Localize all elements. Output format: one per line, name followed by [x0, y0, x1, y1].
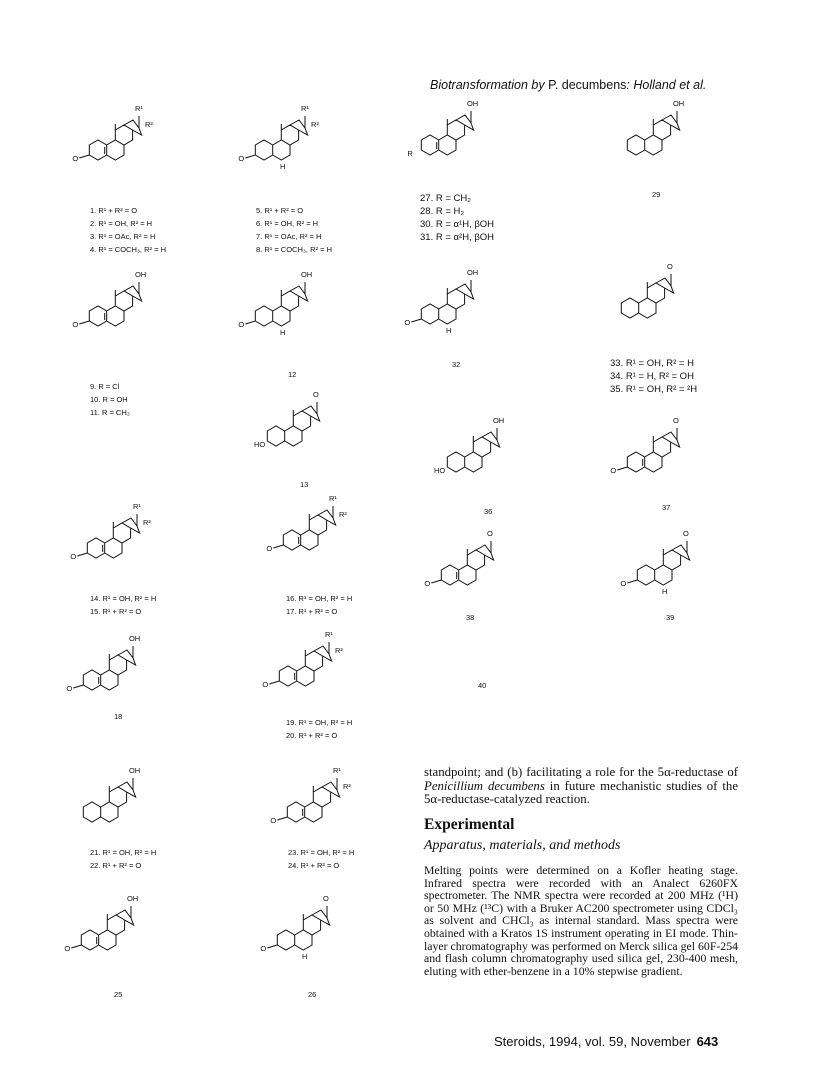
carbonyl-oxygen: O: [262, 680, 269, 689]
substituent-r2: R²: [334, 646, 343, 655]
ring-bonds: [79, 282, 141, 326]
compound-list-33-35: 33. R¹ = OH, R² = H 34. R¹ = H, R² = OH 35. R¹ = OH, R² = ²H: [610, 358, 698, 395]
substituent-top: O: [312, 390, 319, 399]
substituent-top: O: [322, 894, 329, 903]
ring-bonds: [273, 506, 335, 550]
ring-bonds: [267, 402, 319, 446]
subsection-title: Apparatus, materials, and methods: [424, 838, 621, 853]
steroid-skeleton: [256, 396, 346, 456]
ring-bonds: [245, 282, 307, 326]
compound-label-32: 32: [452, 360, 461, 369]
ring-bonds: [73, 646, 135, 690]
carbonyl-oxygen: O: [404, 318, 411, 327]
ring-bonds: [421, 111, 473, 155]
steroid-skeleton: [272, 500, 362, 560]
substituent-top: OH: [492, 416, 505, 425]
ring-bonds: [267, 906, 329, 950]
ring-bonds: [621, 274, 673, 318]
compound-list-5-8: 5. R¹ + R² = O 6. R¹ = OH, R² = H 7. R¹ = OAc, R² = H 8. R¹ = COCH₃, R² = H: [256, 206, 332, 254]
carbonyl-oxygen: O: [72, 320, 79, 329]
ring-bonds: [245, 116, 307, 160]
substituent-top: O: [672, 416, 679, 425]
compound-list-21-22: 21. R¹ = OH, R² = H 22. R¹ + R² = O: [90, 848, 157, 870]
ring-bonds: [83, 778, 135, 822]
ring-bonds: [617, 428, 679, 472]
substituent-r2: R²: [144, 120, 153, 129]
carbonyl-oxygen: O: [424, 579, 431, 588]
ring-bonds: [79, 116, 141, 160]
compound-label-13: 13: [300, 480, 309, 489]
paragraph-conclusion: standpoint; and (b) facilitating a role for the 5α-reductase of Penicillium decumbens in future mechanistic studies of the 5α-reductase-catalyzed reaction.: [424, 765, 739, 807]
ring-bonds: [431, 541, 493, 585]
substituent-r2: R²: [338, 510, 347, 519]
substituent-top: OH: [672, 99, 685, 108]
substituent-top: OH: [128, 766, 141, 775]
carbonyl-oxygen: O: [238, 320, 245, 329]
steroid-skeleton: [626, 535, 716, 595]
substituent-top: OH: [134, 270, 147, 279]
substituent-top: R¹: [332, 766, 341, 775]
carbonyl-oxygen: O: [620, 579, 627, 588]
substituent-r2: R²: [342, 782, 351, 791]
compound-label-39: 39: [666, 613, 675, 622]
carbonyl-oxygen: O: [266, 544, 273, 553]
carbonyl-oxygen: O: [270, 816, 277, 825]
steroid-skeleton: [70, 900, 160, 960]
steroid-skeleton: [244, 276, 334, 336]
carbonyl-oxygen: O: [260, 944, 267, 953]
steroid-skeleton: [410, 274, 500, 334]
compound-list-16-17: 16. R¹ = OH, R² = H 17. R¹ + R² = O: [286, 594, 353, 616]
compound-list-14-15: 14. R¹ = OH, R² = H 15. R¹ + R² = O: [90, 594, 157, 616]
substituent-top: R¹: [132, 502, 141, 511]
steroid-skeleton: [410, 105, 500, 165]
substituent-top: OH: [300, 270, 313, 279]
substituent-top: OH: [466, 99, 479, 108]
carbonyl-oxygen: O: [70, 552, 77, 561]
steroid-skeleton: [244, 110, 334, 170]
substituent-top: R¹: [328, 494, 337, 503]
compound-label-25: 25: [114, 990, 123, 999]
paragraph-methods: Melting points were determined on a Kofler heating stage. Infrared spectra were recorded with an Analect 6260FX spectrometer. The NMR spectra were recorded at 200 MHz (¹H) or 50 MHz (¹³C) with a Bruker AC200 spectrometer using CDCl₃ as solvent and CHCl₃ as internal standard. Mass spectra were obtained with a Kratos 1S instrument operating in EI mode. Thin-layer chromatography was performed on Merck silica gel 60F-254 and flash column chromatography used silica gel, 230-400 mesh, eluting with ether-benzene in a 10% stepwise gradient.: [424, 863, 738, 978]
compound-list-23-24: 23. R¹ = OH, R² = H 24. R¹ + R² = O: [288, 848, 355, 870]
steroid-skeleton: [276, 772, 366, 832]
hydroxyl-3b: HO: [254, 440, 266, 449]
carbonyl-oxygen: O: [610, 466, 617, 475]
ring-bonds: [277, 778, 339, 822]
compound-label-12: 12: [288, 370, 297, 379]
steroid-skeleton: [268, 636, 358, 696]
steroid-skeleton: [78, 276, 168, 336]
substituent-top: O: [486, 529, 493, 538]
substituent-top: R¹: [324, 630, 333, 639]
substituent-r: R: [407, 149, 413, 158]
compound-list-1-4: 1. R¹ + R² = O 2. R¹ = OH, R² = H 3. R¹ = OAc, R² = H 4. R¹ = COCH₃, R² = H: [90, 206, 166, 254]
substituent-top: OH: [126, 894, 139, 903]
substituent-top: O: [682, 529, 689, 538]
compound-label-26: 26: [308, 990, 317, 999]
compound-label-40: 40: [478, 681, 487, 690]
steroid-skeleton: [616, 422, 706, 482]
compound-label-29: 29: [652, 190, 661, 199]
steroid-skeleton: [76, 508, 166, 568]
ring-bonds: [71, 906, 133, 950]
carbonyl-oxygen: O: [66, 684, 73, 693]
steroid-skeleton: [78, 110, 168, 170]
ring-bonds: [269, 642, 331, 686]
substituent-r2: R²: [142, 518, 151, 527]
steroid-skeleton: [610, 268, 700, 328]
compound-label-37: 37: [662, 503, 671, 512]
compound-label-36: 36: [484, 507, 493, 516]
substituent-top: R¹: [134, 104, 143, 113]
substituent-r2: R²: [310, 120, 319, 129]
compound-label-38: 38: [466, 613, 475, 622]
ring-bonds: [627, 111, 679, 155]
hydrogen-5a: H: [446, 326, 452, 335]
compound-list-27-31: 27. R = CH₂ 28. R = H₂ 30. R = α¹H, βOH 31. R = α²H, βOH: [420, 193, 495, 243]
steroid-skeleton: [72, 640, 162, 700]
carbonyl-oxygen: O: [64, 944, 71, 953]
compound-list-9-11: 9. R = Cl 10. R = OH 11. R = CH₃: [90, 382, 130, 417]
substituent-top: R¹: [300, 104, 309, 113]
hydrogen-5a: H: [302, 952, 308, 961]
hydrogen-5a: H: [280, 328, 286, 337]
substituent-top: OH: [466, 268, 479, 277]
hydroxyl-3b: HO: [434, 466, 446, 475]
substituent-top: OH: [128, 634, 141, 643]
steroid-skeleton: [266, 900, 356, 960]
running-header: Biotransformation by P. decumbens: Holland et al.: [430, 78, 707, 92]
carbonyl-oxygen: O: [72, 154, 79, 163]
ring-bonds: [77, 514, 139, 558]
substituent-top: O: [666, 262, 673, 271]
section-title: Experimental: [424, 816, 515, 833]
compound-list-19-20: 19. R¹ = OH, R² = H 20. R¹ + R² = O: [286, 718, 353, 740]
steroid-skeleton: [430, 535, 520, 595]
ring-bonds: [627, 541, 689, 585]
hydrogen-5a: H: [662, 587, 668, 596]
carbonyl-oxygen: O: [238, 154, 245, 163]
steroid-skeleton: [72, 772, 162, 832]
page-footer: Steroids, 1994, vol. 59, November 643: [494, 1034, 719, 1049]
steroid-skeleton: [616, 105, 706, 165]
compound-label-18: 18: [114, 712, 123, 721]
ring-bonds: [411, 280, 473, 324]
ring-bonds: [447, 428, 499, 472]
hydrogen-5a: H: [280, 162, 286, 171]
steroid-skeleton: [436, 422, 526, 482]
